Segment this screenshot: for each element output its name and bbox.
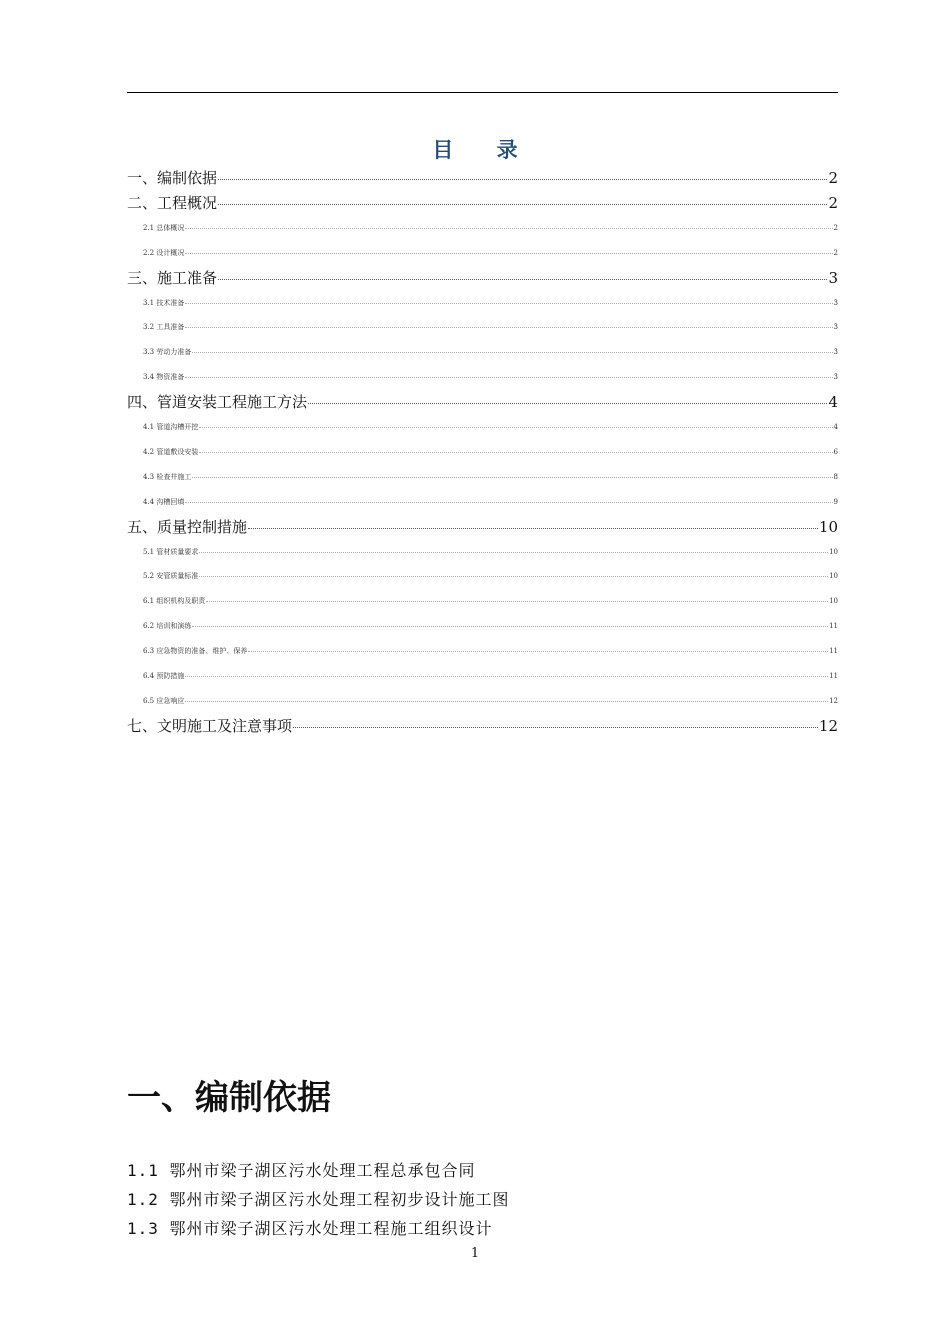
toc-subentry[interactable] xyxy=(143,571,838,581)
toc-leader-dots xyxy=(192,626,828,627)
toc-entry-label: 3.3 劳动力准备 xyxy=(143,348,192,357)
toc-entry-page: 4 xyxy=(828,393,838,412)
toc-entry-page: 3 xyxy=(833,373,838,382)
toc-subentry[interactable] xyxy=(143,372,838,382)
toc-subentry[interactable] xyxy=(143,447,838,457)
toc-subentry[interactable] xyxy=(143,696,838,706)
toc-entry-page: 2 xyxy=(828,193,838,212)
toc-subentry[interactable] xyxy=(143,596,838,606)
toc-entry-page: 3 xyxy=(833,298,838,307)
toc-entry-label: 2.2 设计概况 xyxy=(143,248,185,257)
toc-leader-dots xyxy=(185,377,832,378)
toc-entry[interactable] xyxy=(127,192,838,213)
toc-subentry[interactable] xyxy=(143,472,838,482)
toc-leader-dots xyxy=(199,552,828,553)
toc-leader-dots xyxy=(206,601,828,602)
toc-entry-page: 10 xyxy=(829,572,838,581)
toc-leader-dots xyxy=(185,502,832,503)
toc-entry-label: 4.1 管道沟槽开挖 xyxy=(143,423,199,431)
toc-leader-dots xyxy=(192,352,832,353)
toc-entry[interactable] xyxy=(127,167,838,188)
toc-entry-label: 6.5 应急响应 xyxy=(143,696,185,705)
toc-entry-label: 6.1 组织机构及职责 xyxy=(143,597,206,606)
toc-entry-page: 10 xyxy=(818,517,838,536)
toc-subentry[interactable] xyxy=(143,248,838,258)
toc-entry-label: 四、管道安装工程施工方法 xyxy=(127,393,308,412)
toc-subentry[interactable] xyxy=(143,646,838,656)
toc-entry[interactable] xyxy=(127,267,838,288)
toc-entry-label: 6.3 应急物资的准备、维护、保养 xyxy=(143,647,248,656)
toc-entry-label: 3.1 技术准备 xyxy=(143,298,185,307)
toc-entry-label: 2.1 总体概况 xyxy=(143,223,185,232)
toc-entry-page: 11 xyxy=(829,647,838,656)
toc-leader-dots xyxy=(248,528,818,529)
toc-leader-dots xyxy=(218,179,827,180)
toc-leader-dots xyxy=(185,327,832,328)
toc-entry-page: 3 xyxy=(833,348,838,357)
toc-entry-page: 12 xyxy=(818,716,838,735)
toc-leader-dots xyxy=(199,576,828,577)
toc-leader-dots xyxy=(185,253,832,254)
toc-subentry[interactable] xyxy=(143,223,838,233)
toc-leader-dots xyxy=(185,701,828,702)
toc-entry-label: 6.4 预防措施 xyxy=(143,672,185,680)
toc-entry-label: 一、编制依据 xyxy=(127,169,218,187)
toc-leader-dots xyxy=(199,452,832,453)
toc-subentry[interactable] xyxy=(143,621,838,631)
toc-entry[interactable] xyxy=(127,715,838,736)
toc-entry-page: 3 xyxy=(828,268,838,287)
toc-subentry[interactable] xyxy=(143,671,838,681)
toc-entry-label: 五、质量控制措施 xyxy=(127,517,248,536)
basis-list xyxy=(127,1156,838,1243)
toc-entry-label: 4.3 检查井施工 xyxy=(143,472,192,481)
toc-subentry[interactable] xyxy=(143,322,838,332)
toc-entry-page: 3 xyxy=(833,323,838,332)
toc-entry-label: 5.2 安管质量标准 xyxy=(143,572,199,581)
toc-entry-page: 12 xyxy=(829,696,838,705)
section-heading: 一、编制依据 xyxy=(127,1078,331,1118)
toc-subentry[interactable] xyxy=(143,347,838,357)
list-item: 1.2 鄂州市梁子湖区污水处理工程初步设计施工图 xyxy=(127,1190,510,1209)
list-item: 1.1 鄂州市梁子湖区污水处理工程总承包合同 xyxy=(127,1161,476,1180)
toc-entry-label: 3.4 物资准备 xyxy=(143,373,185,382)
toc-entry-page: 2 xyxy=(833,248,838,257)
toc-entry-label: 6.2 培训和演练 xyxy=(143,622,192,631)
page-number: 1 xyxy=(470,1246,480,1261)
toc-entry-label: 4.2 管道敷设安装 xyxy=(143,447,199,456)
toc-entry-page: 2 xyxy=(833,223,838,232)
toc-entry-label: 5.1 管材质量要求 xyxy=(143,547,199,556)
toc-entry-page: 9 xyxy=(833,497,838,506)
toc-title: 目 录 xyxy=(432,138,536,162)
toc-entry[interactable] xyxy=(127,516,838,537)
toc-leader-dots xyxy=(218,204,827,205)
toc-entry-page: 10 xyxy=(829,597,838,606)
toc-entry-page: 11 xyxy=(829,622,838,631)
toc-entry-page: 10 xyxy=(829,547,838,556)
toc-entry-page: 11 xyxy=(829,672,838,680)
toc-leader-dots xyxy=(218,279,827,280)
toc-entry-label: 二、工程概况 xyxy=(127,193,218,212)
toc-leader-dots xyxy=(185,228,832,229)
toc-subentry[interactable] xyxy=(143,547,838,557)
list-item: 1.3 鄂州市梁子湖区污水处理工程施工组织设计 xyxy=(127,1219,493,1238)
toc-entry-label: 3.2 工具准备 xyxy=(143,323,185,332)
toc-subentry[interactable] xyxy=(143,298,838,308)
toc-leader-dots xyxy=(185,303,832,304)
toc-leader-dots xyxy=(248,651,828,652)
toc-leader-dots xyxy=(192,477,832,478)
toc-leader-dots xyxy=(293,727,818,728)
toc-leader-dots xyxy=(308,403,827,404)
toc-leader-dots xyxy=(199,427,832,428)
toc-leader-dots xyxy=(185,676,828,677)
toc-entry-label: 三、施工准备 xyxy=(127,268,218,287)
toc-entry-page: 8 xyxy=(833,472,838,481)
toc-entry-page: 6 xyxy=(833,447,838,456)
toc-entry[interactable] xyxy=(127,391,838,412)
toc-subentry[interactable] xyxy=(143,422,838,432)
toc-entry-page: 4 xyxy=(833,423,838,431)
toc-entry-label: 4.4 沟槽回填 xyxy=(143,497,185,506)
toc-entry-label: 七、文明施工及注意事项 xyxy=(127,716,293,735)
toc-entry-page: 2 xyxy=(828,169,838,187)
toc-subentry[interactable] xyxy=(143,497,838,507)
